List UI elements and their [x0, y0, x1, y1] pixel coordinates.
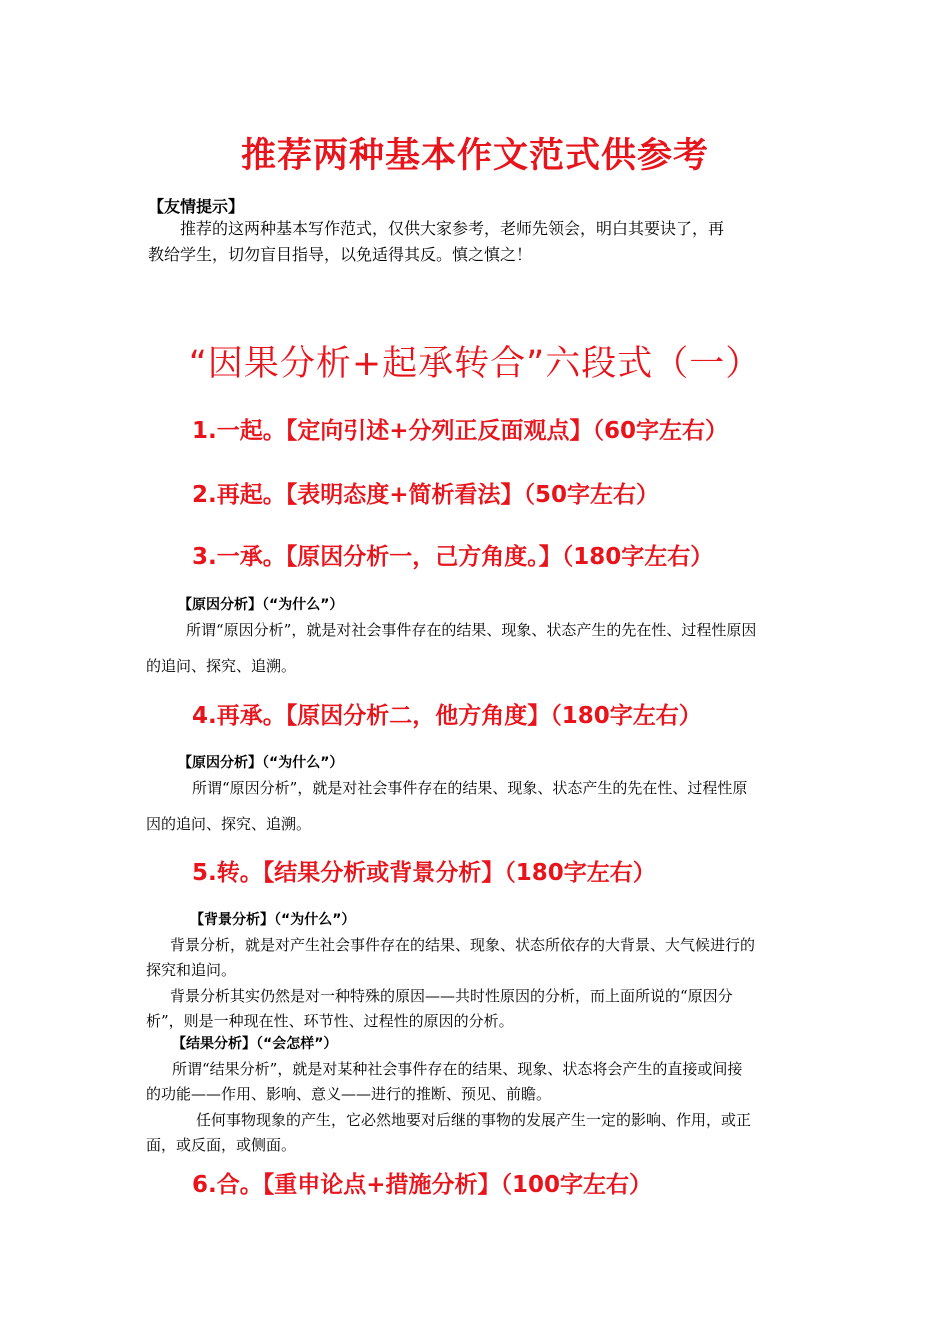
step-6-heading: 6.合。【重申论点+措施分析】（100字左右）	[192, 1172, 653, 1198]
tip-line-1: 推荐的这两种基本写作范式，仅供大家参考，老师先领会，明白其要诀了，再	[180, 219, 725, 238]
result-analysis-heading: 【结果分析】（“会怎样”）	[172, 1036, 338, 1052]
background-line-1: 背景分析，就是对产生社会事件存在的结果、现象、状态所依存的大背景、大气候进行的	[170, 936, 756, 954]
step-1-heading: 1.一起。【定向引述+分列正反面观点】（60字左右）	[192, 418, 729, 444]
background-line-3: 背景分析其实仍然是对一种特殊的原因——共时性原因的分析，而上面所说的“原因分	[170, 987, 733, 1005]
result-line-3: 任何事物现象的产生，它必然地要对后继的事物的发展产生一定的影响、作用，或正	[196, 1111, 752, 1129]
result-line-2: 的功能——作用、影响、意义——进行的推断、预见、前瞻。	[146, 1085, 552, 1103]
section-title: “因果分析+起承转合”六段式（一）	[188, 344, 762, 384]
step-3-note-heading: 【原因分析】（“为什么”）	[178, 597, 344, 613]
step-3-note-line-1: 所谓“原因分析”，就是对社会事件存在的结果、现象、状态产生的先在性、过程性原因	[186, 621, 757, 639]
step-3-heading: 3.一承。【原因分析一，己方角度。】（180字左右）	[192, 544, 714, 570]
step-4-note-line-1: 所谓“原因分析”，就是对社会事件存在的结果、现象、状态产生的先在性、过程性原	[192, 779, 748, 797]
tip-line-2: 教给学生，切勿盲目指导，以免适得其反。慎之慎之！	[148, 245, 533, 264]
background-analysis-heading: 【背景分析】（“为什么”）	[190, 912, 356, 928]
step-4-note-heading: 【原因分析】（“为什么”）	[178, 755, 344, 771]
background-line-2: 探究和追问。	[146, 961, 237, 979]
step-2-heading: 2.再起。【表明态度+简析看法】（50字左右）	[192, 482, 660, 508]
result-line-1: 所谓“结果分析”，就是对某种社会事件存在的结果、现象、状态将会产生的直接或间接	[172, 1060, 743, 1078]
background-line-4: 析”，则是一种现在性、环节性、过程性的原因的分析。	[146, 1012, 514, 1030]
page-title: 推荐两种基本作文范式供参考	[240, 136, 709, 176]
step-5-heading: 5.转。【结果分析或背景分析】（180字左右）	[192, 860, 656, 886]
result-line-4: 面，或反面，或侧面。	[146, 1136, 297, 1154]
step-3-note-line-2: 的追问、探究、追溯。	[146, 657, 297, 675]
step-4-note-line-2: 因的追问、探究、追溯。	[146, 815, 312, 833]
tip-heading: 【友情提示】	[148, 197, 245, 216]
step-4-heading: 4.再承。【原因分析二，他方角度】（180字左右）	[192, 703, 702, 729]
